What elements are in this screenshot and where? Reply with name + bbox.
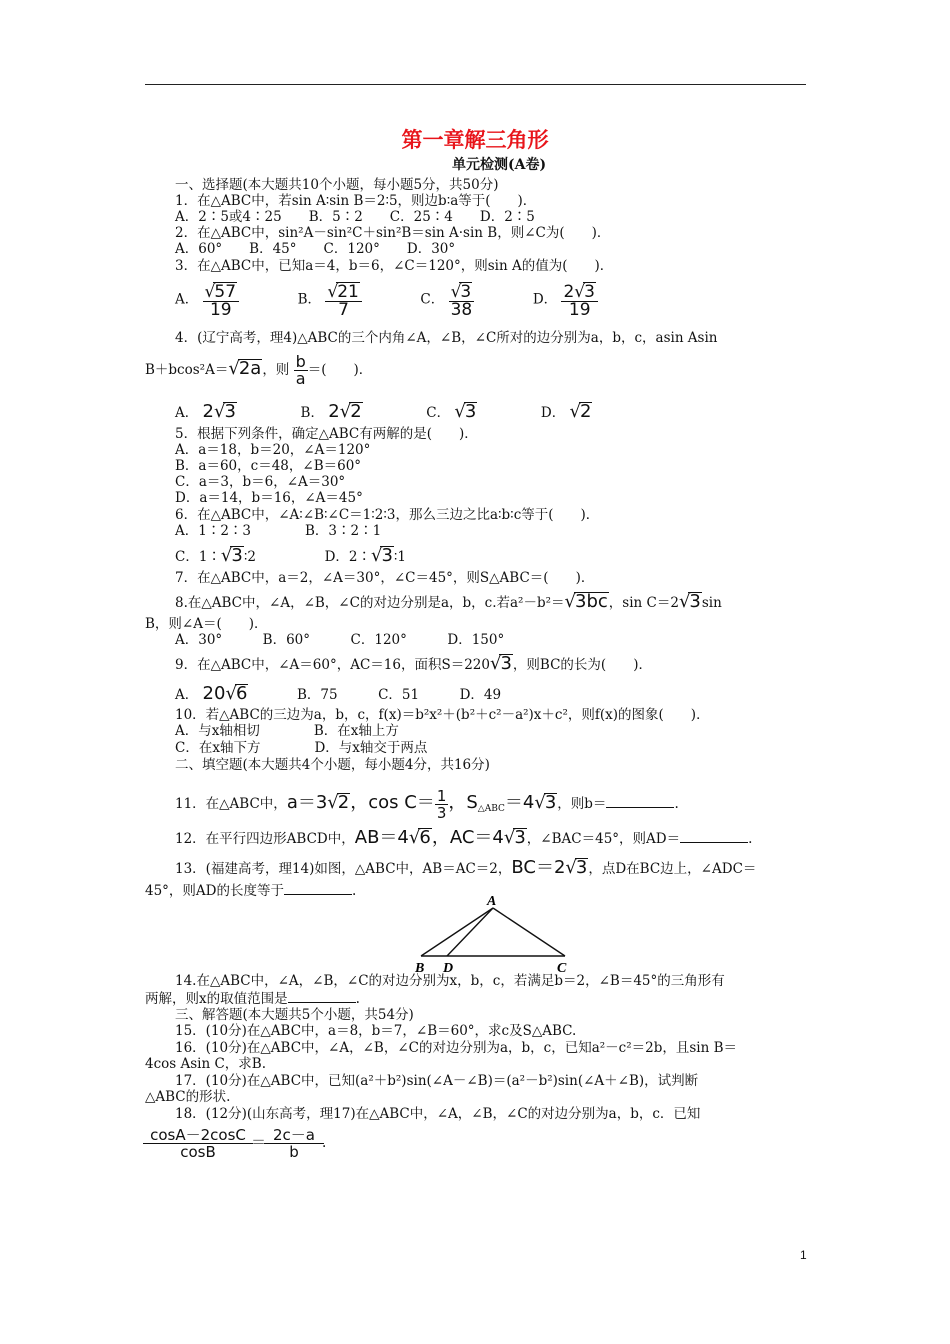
section1-heading: 一、选择题(本大题共10个小题，每小题5分，共50分) xyxy=(175,177,499,193)
q13-line1: 13．(福建高考，理14)如图，△ABC中，AB＝AC＝2，BC＝2√3，点D在BC边上，∠ADC＝ xyxy=(175,857,757,878)
q11-answer-blank xyxy=(606,795,674,808)
q3-stem: 3．在△ABC中，已知a＝4，b＝6，∠C＝120°，则sin A的值为( )． xyxy=(175,258,614,274)
section3-heading: 三、解答题(本大题共5个小题，共54分) xyxy=(175,1007,414,1023)
q7-stem: 7．在△ABC中，a＝2，∠A＝30°，∠C＝45°，则S△ABC＝( )． xyxy=(175,570,595,586)
q18-equation: $\frac{\cos A-2\cos C}{\cos B}$ ＝ $\frac{2c-a}{b}$ . xyxy=(145,1127,326,1160)
q18-line1: 18．(12分)(山东高考，理17)在△ABC中，∠A，∠B，∠C的对边分别为a，b，c．已知 xyxy=(175,1106,701,1122)
vertex-label-a: A xyxy=(487,894,497,909)
q9-stem: 9．在△ABC中，∠A＝60°，AC＝16，面积S＝220√3，则BC的长为( )． xyxy=(175,653,652,674)
q13-line2: 45°，则AD的长度等于 . xyxy=(145,883,357,899)
q14-line2: 两解，则x的取值范围是 . xyxy=(145,991,360,1007)
q10-options-cd: C．在x轴下方 D．与x轴交于两点 xyxy=(175,740,428,756)
q6-options-ab: A．1∶2∶3 B．3∶2∶1 xyxy=(175,523,382,539)
q8-options: A．30° B．60° C．120° D．150° xyxy=(175,632,505,648)
unit-test-subtitle: 单元检测(A卷) xyxy=(452,157,547,173)
q12-stem: 12．在平行四边形ABCD中，AB＝4√6，AC＝4√3，∠BAC＝45°，则AD＝ . xyxy=(175,827,753,848)
q1-options: A．2∶5或4∶25 B．5∶2 C．25∶4 D．2∶5 xyxy=(175,209,535,225)
page-number: 1 xyxy=(800,1248,807,1262)
q2-stem: 2．在△ABC中，sin²A－sin²C＋sin²B＝sin A·sin B，则∠C为( )． xyxy=(175,225,611,241)
q14-line1: 14.在△ABC中，∠A，∠B，∠C的对边分别为x，b，c，若满足b＝2，∠B＝45°的三角形有 xyxy=(175,973,725,989)
chapter-title: 第一章解三角形 xyxy=(401,127,549,152)
q4-line1: 4．(辽宁高考，理4)△ABC的三个内角∠A，∠B，∠C所对的边分别为a，b，c，asin Asin xyxy=(175,330,718,346)
q3-option-c-fraction: $\frac{√3}{38}$ xyxy=(449,282,475,318)
q14-answer-blank xyxy=(288,990,356,1003)
q10-options-ab: A．与x轴相切 B．在x轴上方 xyxy=(175,723,399,739)
q1-stem: 1．在△ABC中，若sin A∶sin B＝2∶5，则边b∶a等于( )． xyxy=(175,193,537,209)
q3-options: A． $\frac{√57}{19}$ B． $\frac{√21}{7}$ C． $\frac{√3}{38}$ D． $\frac{2√3}{19}$ xyxy=(175,282,598,318)
q6-stem: 6．在△ABC中，∠A∶∠B∶∠C＝1∶2∶3，那么三边之比a∶b∶c等于( )． xyxy=(175,507,600,523)
vertex-label-b: B xyxy=(415,961,425,975)
q2-options: A．60° B．45° C．120° D．30° xyxy=(175,241,456,257)
q3-option-d-fraction: $\frac{2√3}{19}$ xyxy=(561,282,598,318)
vertex-label-c: C xyxy=(557,961,567,975)
vertex-label-d: D xyxy=(443,961,454,975)
header-rule xyxy=(145,84,806,85)
q3-option-b-fraction: $\frac{√21}{7}$ xyxy=(325,282,361,318)
q8-line1: 8.在△ABC中，∠A，∠B，∠C的对边分别是a，b，c.若a²－b²＝√3bc，sin C＝2√3sin xyxy=(175,591,722,612)
q10-stem: 10．若△ABC的三边为a，b，c，f(x)＝b²x²＋(b²＋c²－a²)x＋c²，则f(x)的图象( )． xyxy=(175,707,710,723)
q13-answer-blank xyxy=(284,882,352,895)
q9-options: A． 20√6 B．75 C．51 D．49 xyxy=(175,683,502,704)
q4-options: A． 2√3 B． 2√2 C． √3 D． √2 xyxy=(175,401,592,422)
q4-line2: B＋bcos²A＝√2a，则 $\frac{b}{a}$ ＝( )． xyxy=(145,352,373,388)
q5-option-d: D．a＝14，b＝16，∠A＝45° xyxy=(175,490,363,506)
q5-option-a: A．a＝18，b＝20，∠A＝120° xyxy=(175,442,371,458)
q15-stem: 15．(10分)在△ABC中，a＝8，b＝7，∠B＝60°，求c及S△ABC. xyxy=(175,1023,577,1039)
q11-stem: 11．在△ABC中，a＝3√2，cos C＝ $\frac{1}{3}$ ，$S_{\triangle ABC}=4√3$，则b＝ . xyxy=(175,787,679,822)
q17-line2: △ABC的形状. xyxy=(145,1089,231,1105)
q16-line1: 16．(10分)在△ABC中，∠A，∠B，∠C的对边分别为a，b，c，已知a²－c²＝2b，且sin B＝ xyxy=(175,1040,738,1056)
q12-answer-blank xyxy=(680,830,748,843)
triangle-figure xyxy=(405,893,585,975)
q6-options-cd: C．1∶√3∶2 D．2∶√3∶1 xyxy=(175,545,407,566)
q5-option-b: B．a＝60，c＝48，∠B＝60° xyxy=(175,458,362,474)
section2-heading: 二、填空题(本大题共4个小题，每小题4分，共16分) xyxy=(175,757,490,773)
q3-option-a-fraction: $\frac{√57}{19}$ xyxy=(203,282,239,318)
q5-option-c: C．a＝3，b＝6，∠A＝30° xyxy=(175,474,346,490)
q5-stem: 5．根据下列条件，确定△ABC有两解的是( )． xyxy=(175,426,478,442)
q8-line2: B，则∠A＝( )． xyxy=(145,616,268,632)
q17-line1: 17．(10分)在△ABC中，已知(a²＋b²)sin(∠A－∠B)＝(a²－b²)sin(∠A＋∠B)，试判断 xyxy=(175,1073,699,1089)
q16-line2: 4cos Asin C，求B. xyxy=(145,1056,267,1072)
